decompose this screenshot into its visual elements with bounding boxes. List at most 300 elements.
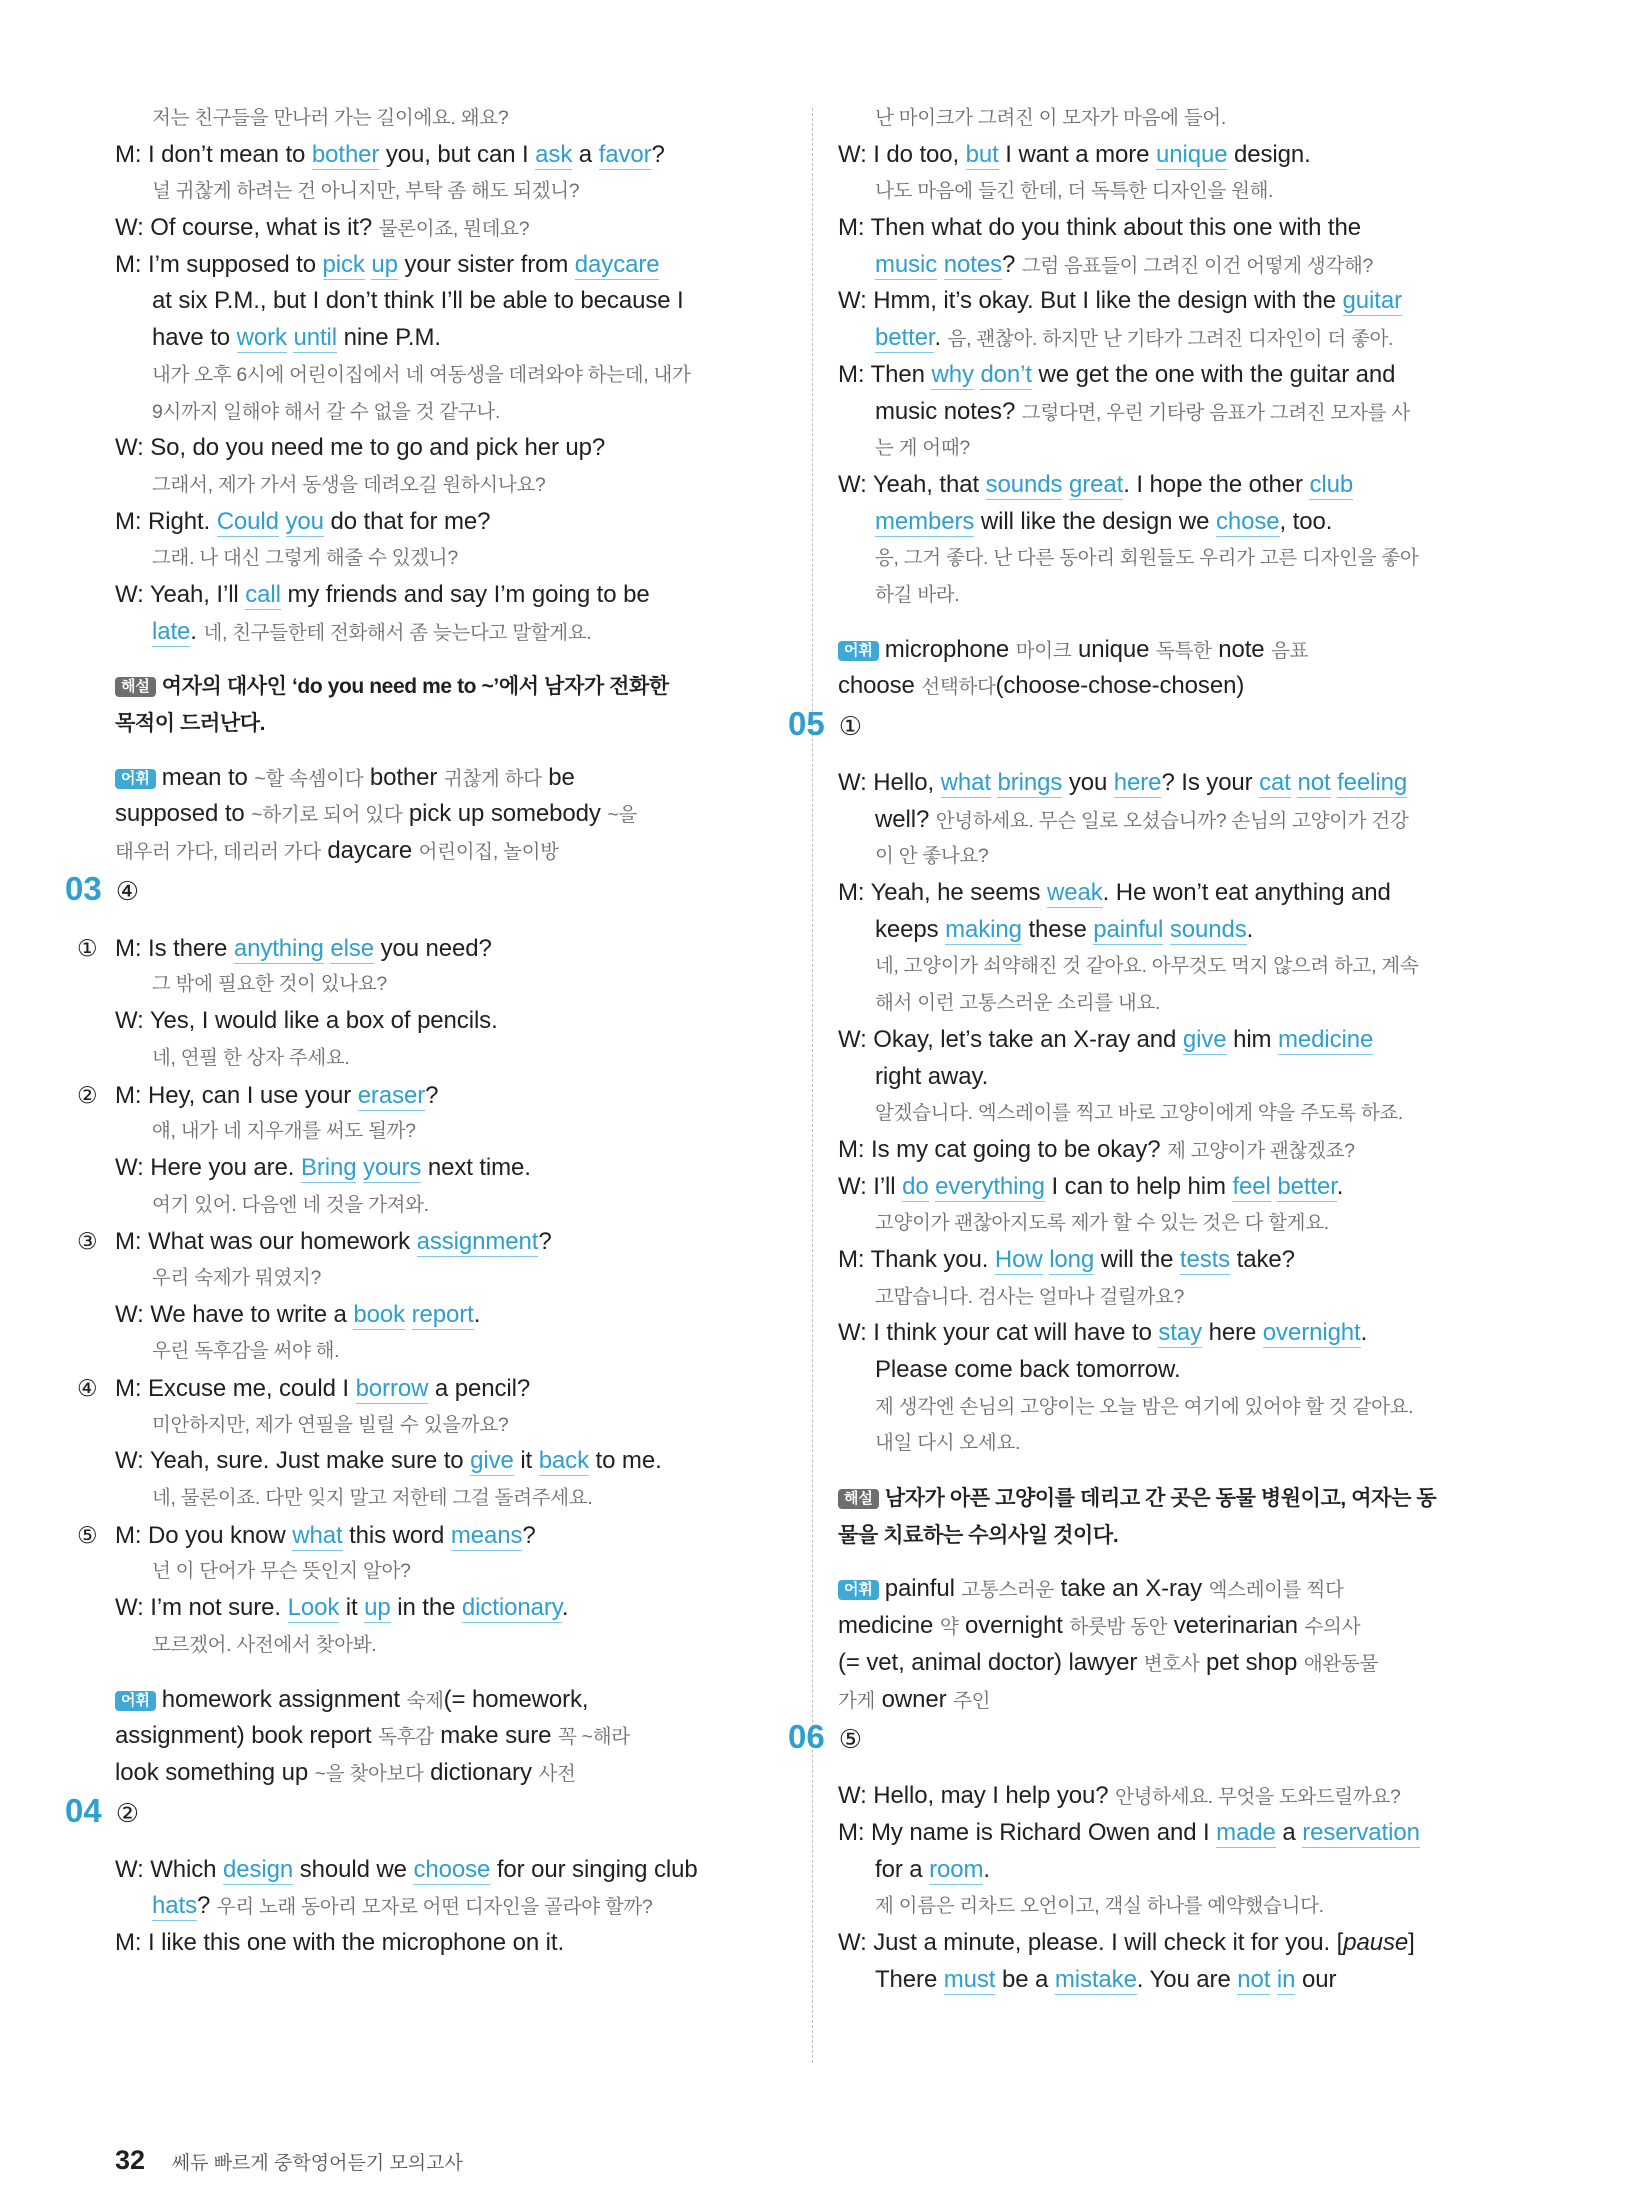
text: W: Which [115,1855,224,1883]
vocab-badge: 어휘 [838,1580,879,1600]
dialogue-line [838,504,1478,541]
dialogue-line [77,1223,755,1260]
korean-gloss: 네, 친구들한테 전화해서 좀 늦는다고 말할게요. [203,621,592,644]
vocab-line [115,1682,755,1719]
keyword-blank: design [223,1855,294,1883]
keyword-blank: long [1049,1245,1095,1273]
text: take? [1230,1245,1295,1273]
keyword-blank: feel [1232,1172,1271,1200]
text: 나도 마음에 들긴 한데, 더 독특한 디자인을 원해. [875,180,1274,203]
text: . [983,1855,990,1883]
keyword-blank: borrow [355,1375,429,1402]
text: ? [425,1081,439,1109]
keyword-blank: book [353,1300,405,1328]
text: W: Yeah, sure. Just make sure to [115,1447,471,1475]
vocab-line [115,1755,755,1792]
keyword-blank: give [1182,1025,1227,1053]
dialogue-line [838,1132,1478,1169]
korean-gloss: 사전 [538,1762,576,1785]
dialogue-line [838,765,1478,802]
keyword-blank: up [364,1594,391,1622]
text: microphone [884,635,1016,663]
keyword-blank: ask [535,140,573,168]
dialogue-line [115,430,755,467]
korean-gloss: ~을 [607,804,637,827]
dialogue-line [838,283,1478,320]
keyword-blank: give [470,1447,514,1475]
korean-translation-line [115,540,755,577]
korean-gloss: 물론이죠, 뭔데요? [378,218,530,241]
text: 9시까지 일해야 해서 갈 수 없을 것 같구나. [152,400,501,423]
text: . [934,324,948,352]
keyword-blank: dictionary [461,1594,562,1622]
text: keeps [875,915,946,943]
text: 응, 그거 좋다. 난 다른 동아리 회원들도 우리가 고른 디자인을 좋아 [875,547,1419,570]
korean-gloss: 태우러 가다, 데리러 가다 [115,841,321,864]
text [1270,1966,1277,1993]
korean-translation-line [115,1113,755,1150]
text: W: Hello, may I help you? [838,1782,1116,1810]
dialogue-line [838,1352,1478,1389]
text: owner [875,1685,954,1713]
text: . [1336,1172,1344,1200]
korean-translation-line [115,1333,755,1370]
text: 저는 친구들을 만나러 가는 길이에요. 왜요? [152,107,509,129]
text: will the [1094,1245,1180,1273]
text: ? [522,1521,536,1549]
dialogue-line [115,1852,755,1889]
keyword-blank: up [371,250,398,278]
text: M: I like this one with the microphone on it. [115,1928,565,1956]
korean-translation-line [115,1260,755,1297]
keyword-blank: guitar [1342,287,1402,315]
text: (choose-chose-chosen) [995,672,1245,700]
text: mean to [161,763,255,791]
section-number: 06 [788,1718,825,1756]
keyword-blank: made [1216,1818,1276,1846]
text: supposed to [115,800,252,828]
section-header [65,1792,755,1852]
korean-gloss: 약 [939,1616,959,1639]
korean-gloss: ~하기로 되어 있다 [251,804,403,827]
spacer [838,1553,1478,1571]
text: your sister from [397,250,575,278]
text: . I hope the other [1123,470,1310,498]
dialogue-line [115,1590,755,1627]
keyword-blank: stay [1158,1319,1203,1347]
keyword-blank: yours [363,1153,422,1181]
text: overnight [958,1612,1070,1640]
text: make sure [433,1722,558,1750]
dialogue-line [838,802,1478,839]
text: W: Yeah, I’ll [115,580,246,608]
dialogue-line [838,247,1478,284]
korean-translation-line [838,948,1478,985]
dialogue-line [115,1297,755,1334]
text: should we [293,1855,414,1883]
text: take an X-ray [1054,1575,1209,1603]
text: 네, 물론이죠. 다만 잊지 말고 저한테 그걸 돌려주세요. [152,1487,593,1510]
korean-translation-line [838,540,1478,577]
text [405,1301,412,1328]
text: do that for me? [323,507,491,535]
text: W: Hello, [838,769,941,796]
text: M: Then what do you think about this one with the [838,214,1361,242]
text: W: I do too, [838,140,966,168]
text: 고양이가 괜찮아지도록 제가 할 수 있는 것은 다 할게요. [875,1212,1329,1235]
keyword-blank: feeling [1337,769,1408,796]
text: 넌 이 단어가 무슨 뜻인지 알아? [152,1560,411,1583]
text: a [1275,1818,1303,1846]
dialogue-line [115,1443,755,1480]
text: you [1062,769,1114,796]
korean-gloss: 독후감 [378,1726,434,1749]
explanation-text: 남자가 아픈 고양이를 데리고 간 곳은 동물 병원이고, 여자는 동 [884,1487,1437,1511]
section-number: 04 [65,1791,102,1829]
keyword-blank: weak [1047,879,1103,907]
text: . He won’t eat anything and [1102,879,1391,907]
text: W: Yeah, that [838,470,986,498]
text: W: Here you are. [115,1153,301,1181]
korean-gloss: 제 고양이가 괜찮겠죠? [1167,1139,1355,1162]
right-column [788,100,1478,1998]
page-footer [115,2145,463,2176]
section-header [788,705,1478,765]
text: 제 이름은 리차드 오언이고, 객실 하나를 예약했습니다. [875,1895,1324,1918]
text: in the [390,1594,462,1622]
keyword-blank: unique [1155,140,1228,168]
korean-gloss: ~할 속셈이다 [254,767,364,790]
keyword-blank: reservation [1302,1818,1420,1846]
korean-translation-line [838,577,1478,614]
text: right away. [875,1062,989,1090]
keyword-blank: in [1276,1965,1296,1993]
keyword-blank: anything [233,934,324,962]
text: . [1246,915,1254,943]
keyword-blank: call [245,580,281,608]
text: ] [1408,1928,1415,1956]
keyword-blank: must [943,1965,996,1993]
keyword-blank: better [875,324,935,352]
keyword-blank: not [1237,1965,1271,1993]
keyword-blank: here [1113,769,1162,796]
korean-translation-line [838,1095,1478,1132]
keyword-blank: pick [322,250,365,278]
korean-translation-line [838,430,1478,467]
explanation-line [115,705,755,742]
text: W: Just a minute, please. I will check it for you. [ [838,1928,1344,1956]
keyword-blank: why [931,360,974,388]
keyword-blank: else [330,934,375,962]
korean-gloss: 변호사 [1143,1652,1200,1675]
text: next time. [421,1153,531,1181]
text: well? [875,805,936,833]
korean-gloss: 애완동물 [1303,1652,1378,1675]
korean-translation-line [115,1480,755,1517]
korean-gloss: 마이크 [1015,639,1072,662]
keyword-blank: How [994,1245,1043,1273]
text: 제 생각엔 손님의 고양이는 오늘 밤은 여기에 있어야 할 것 같아요. [875,1395,1414,1418]
text: 내가 오후 6시에 어린이집에서 네 여동생을 데려와야 하는데, 내가 [152,363,691,386]
text: W: Hmm, it’s okay. But I like the design with the [838,287,1343,315]
explanation-text: 목적이 드러난다. [115,712,266,735]
text: I can to help him [1044,1172,1233,1200]
dialogue-line [115,320,755,357]
keyword-blank: overnight [1262,1319,1361,1347]
keyword-blank: painful [1093,915,1164,943]
text: M: Is my cat going to be okay? [838,1135,1168,1163]
text: ? [651,140,665,168]
text: to me. [588,1447,662,1475]
keyword-blank: do [902,1172,929,1200]
dialogue-line [838,1815,1478,1852]
text: W: I’m not sure. [115,1594,288,1622]
answer-mark: ⑤ [838,1724,863,1755]
dialogue-line [115,1150,755,1187]
explanation-text: 물을 치료하는 수의사일 것이다. [838,1523,1119,1547]
korean-gloss: 음, 괜찮아. 하지만 난 기타가 그려진 디자인이 더 좋아. [947,328,1394,351]
keyword-blank: music [875,250,938,278]
answer-mark: ① [838,711,863,741]
text: 우린 독후감을 써야 해. [152,1340,340,1363]
text: pet shop [1199,1648,1304,1676]
spacer [115,1664,755,1682]
text: 모르겠어. 사전에서 찾아봐. [152,1633,377,1656]
dialogue-line [838,1925,1478,1962]
text: Please come back tomorrow. [875,1356,1181,1383]
text: 해서 이런 고통스러운 소리를 내요. [875,992,1161,1015]
explanation-line [838,1517,1478,1554]
keyword-blank: work [236,324,287,352]
korean-gloss: 주인 [953,1689,991,1712]
korean-gloss: 안녕하세요. 무엇을 도와드릴까요? [1115,1786,1401,1809]
dialogue-line [115,504,755,541]
vocab-line [838,1608,1478,1645]
korean-translation-line [115,1627,755,1664]
keyword-blank: report [411,1300,474,1328]
vocab-line [115,760,755,797]
text: . [1360,1319,1368,1347]
text: unique [1071,635,1156,663]
korean-translation-line [115,357,755,394]
text: music notes? [875,397,1022,425]
text: W: Okay, let’s take an X-ray and [838,1025,1183,1053]
text: we get the one with the guitar and [1031,360,1396,388]
text: , too. [1279,507,1333,535]
text: 얘, 내가 네 지우개를 써도 될까? [152,1120,416,1143]
explanation-badge: 해설 [115,677,156,697]
text: for a [875,1855,930,1883]
text: W: So, do you need me to go and pick her up? [115,434,606,462]
text: a pencil? [428,1375,531,1402]
text: W: Of course, what is it? [115,214,379,242]
text: my friends and say I’m going to be [280,580,650,608]
korean-gloss: 우리 노래 동아리 모자로 어떤 디자인을 골라야 할까? [216,1896,653,1919]
text: W: I’ll [838,1172,903,1200]
korean-translation-line [838,100,1478,137]
text: W: Yes, I would like a box of pencils. [115,1007,498,1035]
vocab-badge: 어휘 [838,641,879,661]
text: 널 귀찮게 하려는 건 아니지만, 부탁 좀 해도 되겠니? [152,180,580,203]
keyword-blank: don’t [980,360,1032,388]
keyword-blank: club [1309,470,1354,498]
korean-gloss: 숙제 [406,1689,444,1712]
text: ? [1001,250,1022,278]
text: 는 게 어때? [875,437,970,460]
korean-gloss: 독특한 [1156,639,1212,662]
korean-gloss: 그럼 음표들이 그려진 이건 어떻게 생각해? [1021,254,1374,277]
keyword-blank: better [1277,1172,1337,1200]
explanation-line [115,668,755,705]
section-header [65,870,755,930]
korean-translation-line [838,985,1478,1022]
keyword-blank: eraser [357,1081,426,1109]
text: 그래서, 제가 가서 동생을 데려오길 원하시나요? [152,473,546,496]
keyword-blank: members [875,507,975,535]
korean-gloss: 수의사 [1304,1616,1361,1639]
text: be a [995,1965,1055,1993]
korean-translation-line [115,1553,755,1590]
keyword-blank: notes [943,250,1002,278]
korean-translation-line [115,1407,755,1444]
answer-mark: ④ [115,875,140,906]
left-column [65,100,755,1962]
text: M: My name is Richard Owen and I [838,1818,1217,1846]
text: M: Yeah, he seems [838,879,1047,907]
korean-translation-line [115,1187,755,1224]
keyword-blank: assignment [416,1228,539,1256]
korean-gloss: 꼭 ~해라 [557,1726,630,1749]
korean-translation-line [838,1279,1478,1316]
text: W: I think your cat will have to [838,1319,1159,1347]
keyword-blank: choose [413,1855,491,1883]
korean-gloss: 선택하다 [921,676,996,699]
text: (= vet, animal doctor) lawyer [838,1648,1144,1676]
korean-gloss: ~을 찾아보다 [314,1762,424,1785]
keyword-blank: brings [997,769,1063,796]
text: look something up [115,1758,315,1786]
text: 이 안 좋나요? [875,845,989,868]
text: M: Excuse me, could I [115,1375,356,1402]
text: veterinarian [1167,1612,1305,1640]
keyword-blank: back [538,1447,589,1475]
vocab-line [115,1718,755,1755]
text: M: Then [838,360,932,388]
dialogue-line [77,1517,755,1554]
dialogue-line [838,210,1478,247]
text: it [339,1594,365,1622]
korean-translation-line [838,838,1478,875]
dialogue-line [77,930,755,967]
choice-number: ② [77,1081,98,1108]
section-header [788,1718,1478,1778]
korean-gloss: 어린이집, 놀이방 [418,841,559,864]
text: design. [1227,140,1311,168]
text: our [1295,1965,1337,1993]
text: W: We have to write a [115,1300,354,1328]
korean-translation-line [838,1888,1478,1925]
korean-gloss: 가게 [838,1689,876,1712]
korean-gloss: 안녕하세요. 무슨 일로 오셨습니까? 손님의 고양이가 건강 [935,809,1409,832]
keyword-blank: making [945,915,1022,943]
text: 고맙습니다. 검사는 얼마나 걸릴까요? [875,1285,1185,1308]
korean-translation-line [115,966,755,1003]
korean-translation-line [838,1389,1478,1426]
dialogue-line [115,577,755,614]
text: it [513,1447,539,1475]
dialogue-line [838,1242,1478,1279]
text: I want a more [998,140,1156,168]
keyword-blank: sounds [985,470,1063,498]
dialogue-line [838,467,1478,504]
dialogue-line [838,1852,1478,1889]
vocab-line [115,833,755,870]
korean-translation-line [115,100,755,137]
text: 알겠습니다. 엑스레이를 찍고 바로 고양이에게 약을 주도록 하죠. [875,1102,1404,1125]
keyword-blank: but [965,140,999,168]
dialogue-line [838,1962,1478,1999]
spacer [115,742,755,760]
keyword-blank: you [285,507,324,535]
text: daycare [320,837,419,865]
vocab-badge: 어휘 [115,1691,156,1711]
text: 미안하지만, 제가 연필을 빌릴 수 있을까요? [152,1413,509,1436]
text: (= homework, [443,1685,589,1713]
stage-direction: pause [1343,1928,1409,1956]
keyword-blank: chose [1215,507,1280,535]
dialogue-line [115,283,755,320]
dialogue-line [838,320,1478,357]
keyword-blank: what [940,769,991,796]
text: 그래. 나 대신 그렇게 해줄 수 있겠니? [152,547,458,570]
keyword-blank: great [1068,470,1124,498]
vocab-line [838,668,1478,705]
text: 우리 숙제가 뭐였지? [152,1266,322,1289]
text: . [561,1594,569,1622]
dialogue-line [838,137,1478,174]
text: assignment) book report [115,1722,379,1750]
text: him [1226,1025,1279,1053]
text: . You are [1136,1965,1238,1993]
text: medicine [838,1612,940,1640]
choice-number: ⑤ [77,1521,98,1548]
dialogue-line [115,614,755,651]
text: will like the design we [974,507,1216,535]
text: 여기 있어. 다음엔 네 것을 가져와. [152,1193,429,1216]
text: There [875,1965,944,1993]
keyword-blank: what [292,1521,343,1549]
book-title: 쎄듀 빠르게 중학영어듣기 모의고사 [171,2153,463,2174]
text: ? [196,1892,217,1920]
korean-translation-line [838,173,1478,210]
text [279,508,286,535]
dialogue-line [838,875,1478,912]
dialogue-line [838,1059,1478,1096]
dialogue-line [838,1169,1478,1206]
text: choose [838,672,922,700]
vocab-line [838,632,1478,669]
dialogue-line [838,1022,1478,1059]
text: pick up somebody [402,800,608,828]
korean-translation-line [838,1205,1478,1242]
keyword-blank: until [293,324,337,352]
dialogue-line [838,357,1478,394]
vocab-line [838,1682,1478,1719]
keyword-blank: Bring [300,1153,357,1181]
korean-gloss: 고통스러운 [961,1579,1055,1602]
text: 네, 고양이가 쇠약해진 것 같아요. 아무것도 먹지 않으려 하고, 계속 [875,955,1419,978]
text: M: Right. [115,507,217,535]
